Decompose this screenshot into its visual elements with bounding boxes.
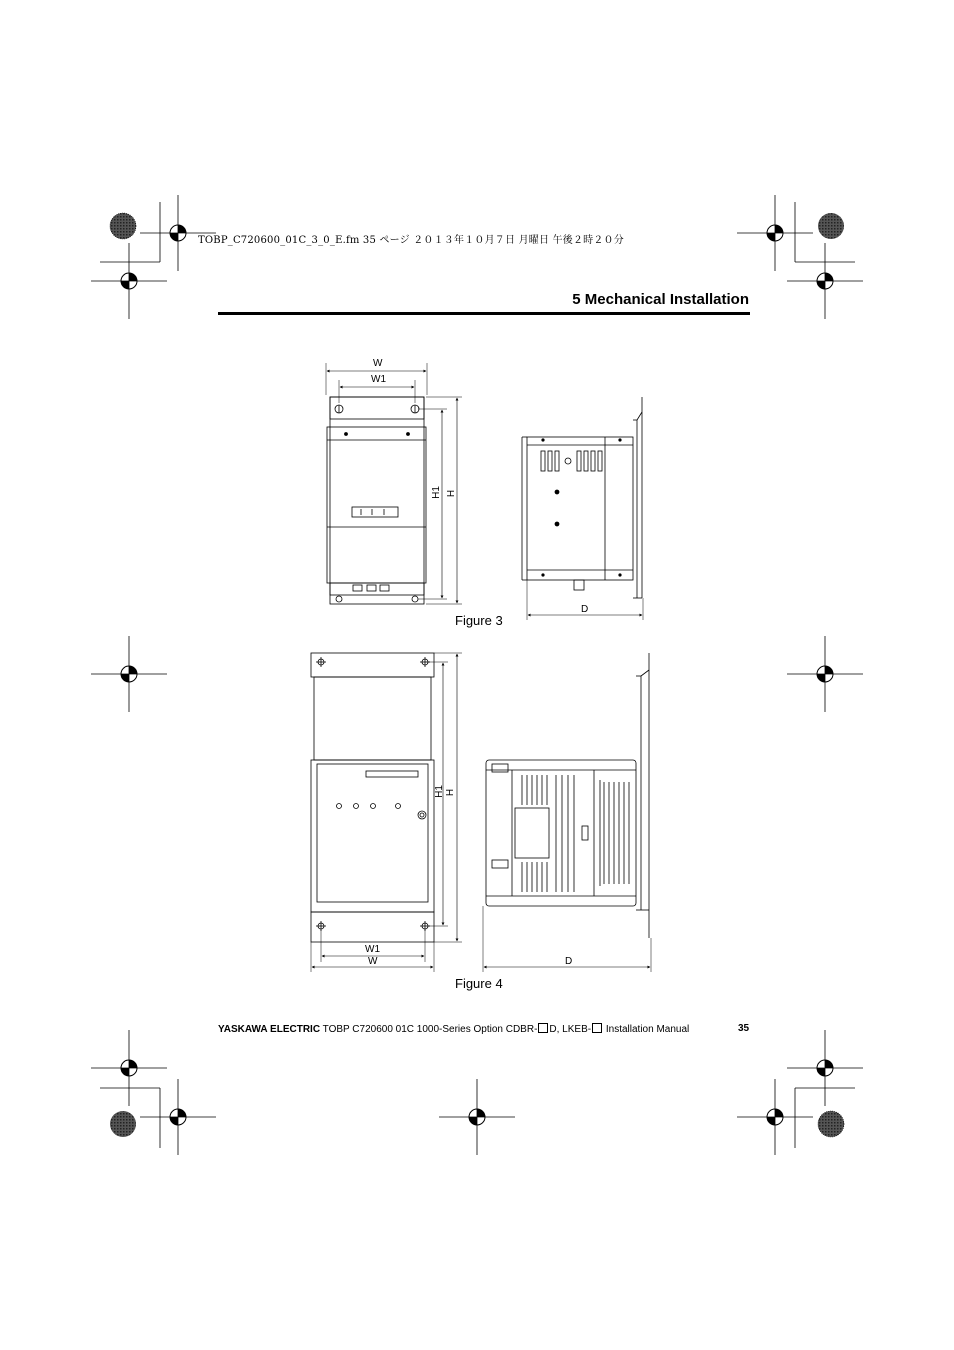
page-number: 35 (738, 1023, 750, 1034)
fig3-label-w1: W1 (371, 374, 386, 385)
figure4-front-view (311, 653, 462, 972)
fig3-label-h: H (446, 489, 458, 498)
box-placeholder-icon (538, 1023, 548, 1033)
figure3-side-view (522, 397, 643, 620)
section-title: 5 Mechanical Installation (572, 291, 749, 308)
fig4-label-h: H (445, 788, 457, 797)
print-header-line: TOBP_C720600_01C_3_0_E.fm 35 ページ ２０１３年１０月７日 月曜日 午後２時２０分 (198, 235, 624, 246)
footer-text-a: TOBP C720600 01C 1000-Series Option CDBR- (320, 1024, 538, 1035)
box-placeholder-icon (592, 1023, 602, 1033)
fig4-label-w1: W1 (365, 944, 380, 955)
footer-text-c: Installation Manual (603, 1024, 690, 1035)
figure3-front-view (326, 363, 462, 604)
figure4-side-view (483, 653, 651, 972)
page-footer (218, 1023, 689, 1035)
fig4-label-d: D (565, 956, 573, 967)
figure3-caption: Figure 3 (455, 613, 503, 628)
footer-text-b: D, LKEB- (549, 1024, 592, 1035)
footer-company: YASKAWA ELECTRIC (218, 1024, 321, 1035)
fig3-label-w: W (373, 358, 383, 369)
crop-marks (91, 195, 863, 1155)
figure4-caption: Figure 4 (455, 976, 503, 991)
fig4-label-h1: H1 (433, 785, 445, 798)
fig3-label-h1: H1 (430, 486, 442, 499)
fig4-label-w: W (368, 956, 378, 967)
registration-targets (110, 213, 844, 1137)
fig3-label-d: D (581, 604, 589, 615)
